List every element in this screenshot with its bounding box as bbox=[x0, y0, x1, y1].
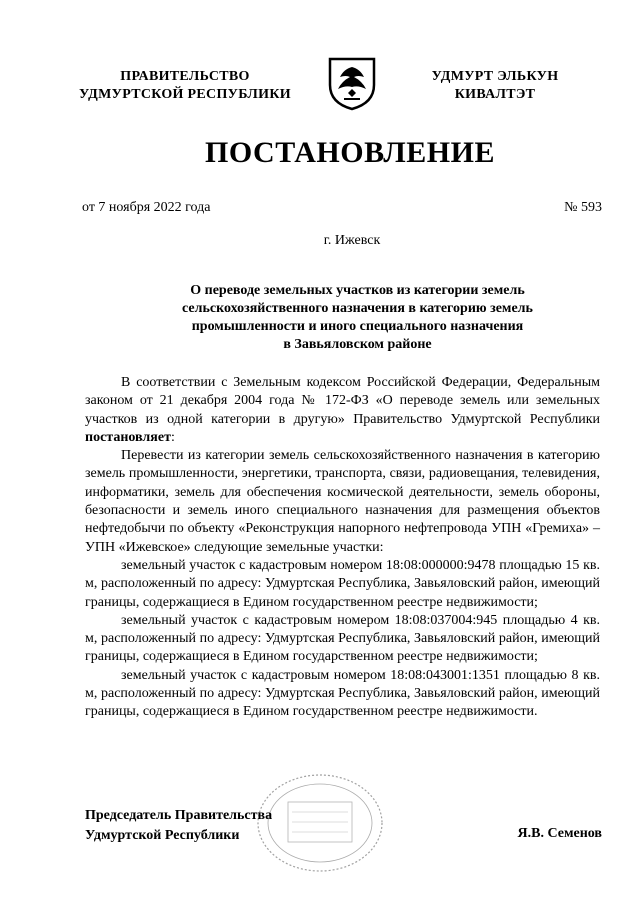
document-body bbox=[85, 374, 600, 722]
udmurtia-coat-of-arms-icon bbox=[326, 55, 378, 111]
issuer-name-russian bbox=[70, 68, 300, 104]
document-number: № 593 bbox=[564, 200, 602, 215]
land-plot-item-2: земельный участок с кадастровым номером 18:08:037004:945 площадью 4 кв. м, расположенный по адресу: Удмуртская Республика, Завьяловский район, имеющий границы, содержащиеся в Едином государственном реестре недвижимости; bbox=[85, 612, 600, 665]
preamble-colon: : bbox=[170, 429, 175, 445]
signatory-name: Я.В. Семенов bbox=[517, 826, 602, 841]
issuer-udmurt-line-1: УДМУРТ ЭЛЬКУН bbox=[431, 69, 559, 84]
document-title bbox=[90, 282, 625, 354]
preamble-text: В соответствии с Земельным кодексом Российской Федерации, Федеральным законом от 21 декабря 2004 года № 172-ФЗ «О переводе земель или земельных участков из одной категории в другую» Правительство Удмуртской Республики bbox=[85, 375, 600, 427]
decree-verb: постановляет bbox=[85, 429, 171, 445]
issuer-name-udmurt bbox=[400, 68, 590, 104]
preamble-paragraph bbox=[85, 374, 600, 447]
title-line-4: в Завьяловском районе bbox=[283, 337, 432, 352]
signatory-position-line-2: Удмуртской Республики bbox=[85, 828, 240, 843]
land-plot-item-3: земельный участок с кадастровым номером 18:08:043001:1351 площадью 8 кв. м, расположенный по адресу: Удмуртская Республика, Завьяловский район, имеющий границы, содержащиеся в Едином государственном реестре недвижимости. bbox=[85, 667, 600, 720]
title-line-3: промышленности и иного специального назначения bbox=[191, 319, 524, 334]
signatory-position bbox=[85, 806, 272, 846]
title-line-2: сельскохозяйственного назначения в категорию земель bbox=[182, 301, 533, 316]
issuer-udmurt-line-2: КИВАЛТЭТ bbox=[454, 87, 536, 102]
signatory-position-line-1: Председатель Правительства bbox=[85, 808, 273, 823]
document-type-heading: ПОСТАНОВЛЕНИЕ bbox=[205, 136, 495, 169]
issuer-line-1: ПРАВИТЕЛЬСТВО bbox=[120, 69, 250, 84]
operative-paragraph: Перевести из категории земель сельскохозяйственного назначения в категорию земель промышленности, энергетики, транспорта, связи, радиовещания, телевидения, информатики, земель для обеспечения космической деятельности, земель обороны, безопасности и земель иного специального назначения для размещения объектов нефтедобычи по объекту «Реконструкция напорного нефтепровода УПН «Гремиха» – УПН «Ижевское» следующие земельные участки: bbox=[85, 448, 600, 555]
issuer-line-2: УДМУРТСКОЙ РЕСПУБЛИКИ bbox=[79, 87, 291, 102]
title-line-1: О переводе земельных участков из категории земель bbox=[190, 283, 525, 298]
land-plot-item-1: земельный участок с кадастровым номером 18:08:000000:9478 площадью 15 кв. м, расположенный по адресу: Удмуртская Республика, Завьяловский район, имеющий границы, содержащиеся в Едином государственном реестре недвижимости; bbox=[85, 557, 600, 610]
document-city: г. Ижевск bbox=[323, 233, 381, 248]
document-date: от 7 ноября 2022 года bbox=[82, 200, 211, 215]
